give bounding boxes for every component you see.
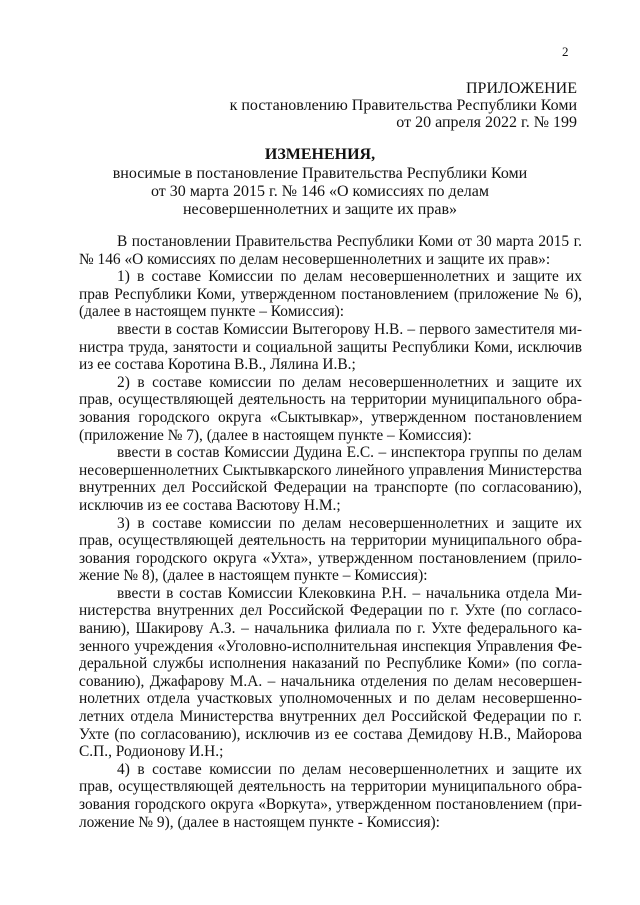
body-line: зенного учреждения «Уголовно-исполнительная инспекция Управления Фе- (79, 637, 582, 655)
body-line: 1) в составе Комиссии по делам несовершеннолетних и защите их (117, 268, 582, 286)
title-line: от 30 марта 2015 г. № 146 «О комиссиях по делам (150, 183, 490, 200)
body-line: ложение № 9), (далее в настоящем пункте - Комиссия): (79, 813, 440, 831)
document-title (80, 146, 560, 219)
title-line: несовершеннолетних и защите их прав» (182, 201, 457, 218)
annex-heading: ПРИЛОЖЕНИЕ (465, 80, 577, 97)
body-line: 4) в составе комиссии по делам несовершеннолетних и защите их (117, 760, 582, 778)
page-number: 2 (562, 44, 569, 59)
title-heading: ИЗМЕНЕНИЯ, (264, 146, 376, 163)
document-body (79, 233, 582, 831)
body-line: Ухте (по согласованию), исключив из ее состава Демидову Н.В., Майорова (79, 725, 582, 743)
body-line: прав Республики Коми, утвержденном постановлением (приложение № 6), (79, 285, 582, 303)
body-line: нистерства внутренних дел Российской Федерации по г. Ухте (по согласо- (79, 602, 582, 620)
body-line: ванию), Шакирову А.З. – начальника филиала по г. Ухте федерального ка- (79, 620, 582, 638)
body-line: ввести в состав Комиссии Вытегорову Н.В. – первого заместителя ми- (117, 320, 582, 338)
body-line: внутренних дел Российской Федерации на транспорте (по согласованию), (79, 479, 582, 497)
body-line: зования городского округа «Ухта», утвержденном постановлением (прило- (79, 549, 582, 567)
body-line: нистра труда, занятости и социальной защиты Республики Коми, исключив (79, 338, 582, 356)
title-line: вносимые в постановление Правительства Республики Коми (112, 165, 528, 182)
body-line: С.П., Родионову И.Н.; (79, 743, 224, 761)
body-line: 3) в составе комиссии по делам несовершеннолетних и защите их (117, 514, 582, 532)
body-line: зования городского округа «Сыктывкар», утвержденном постановлением (79, 408, 582, 426)
body-line: зования городского округа «Воркута», утвержденном постановлением (при- (79, 796, 582, 813)
body-line: ввести в состав Комиссии Дудина Е.С. – инспектора группы по делам (117, 444, 582, 462)
body-line: (приложение № 7), (далее в настоящем пункте – Комиссия): (79, 426, 472, 444)
body-line: ввести в состав Комиссии Клековкина Р.Н. – начальника отдела Ми- (117, 584, 582, 602)
body-line: прав, осуществляющей деятельность на территории муниципального обра- (79, 778, 582, 796)
body-line: (далее в настоящем пункте – Комиссия): (79, 303, 345, 321)
annex-reference: к постановлению Правительства Республики Коми (229, 97, 577, 114)
body-line: деральной службы исполнения наказаний по Республике Коми» (по согла- (79, 655, 582, 673)
annex-date: от 20 апреля 2022 г. № 199 (396, 114, 577, 131)
annex-block (230, 80, 577, 131)
body-line: В постановлении Правительства Республики Коми от 30 марта 2015 г. (117, 233, 582, 250)
body-line: 2) в составе комиссии по делам несовершеннолетних и защите их (117, 373, 582, 391)
body-line: летних отдела Министерства внутренних дел Российской Федерации по г. (79, 708, 582, 726)
body-line: из ее состава Коротина В.В., Лялина И.В.; (79, 356, 356, 374)
body-line: несовершеннолетних Сыктывкарского линейного управления Министерства (79, 461, 582, 479)
body-line: сованию), Джафарову М.А. – начальника отделения по делам несовершен- (79, 672, 582, 690)
body-line: жение № 8), (далее в настоящем пункте – Комиссия): (79, 567, 428, 585)
body-line: прав, осуществляющей деятельность на территории муниципального обра- (79, 391, 582, 409)
body-line: исключив из ее состава Васютову Н.М.; (79, 496, 341, 514)
body-line: нолетних отдела участковых уполномоченных и по делам несовершенно- (79, 690, 582, 708)
body-line: № 146 «О комиссиях по делам несовершеннолетних и защите их прав»: (79, 250, 551, 268)
body-line: прав, осуществляющей деятельность на территории муниципального обра- (79, 532, 582, 550)
